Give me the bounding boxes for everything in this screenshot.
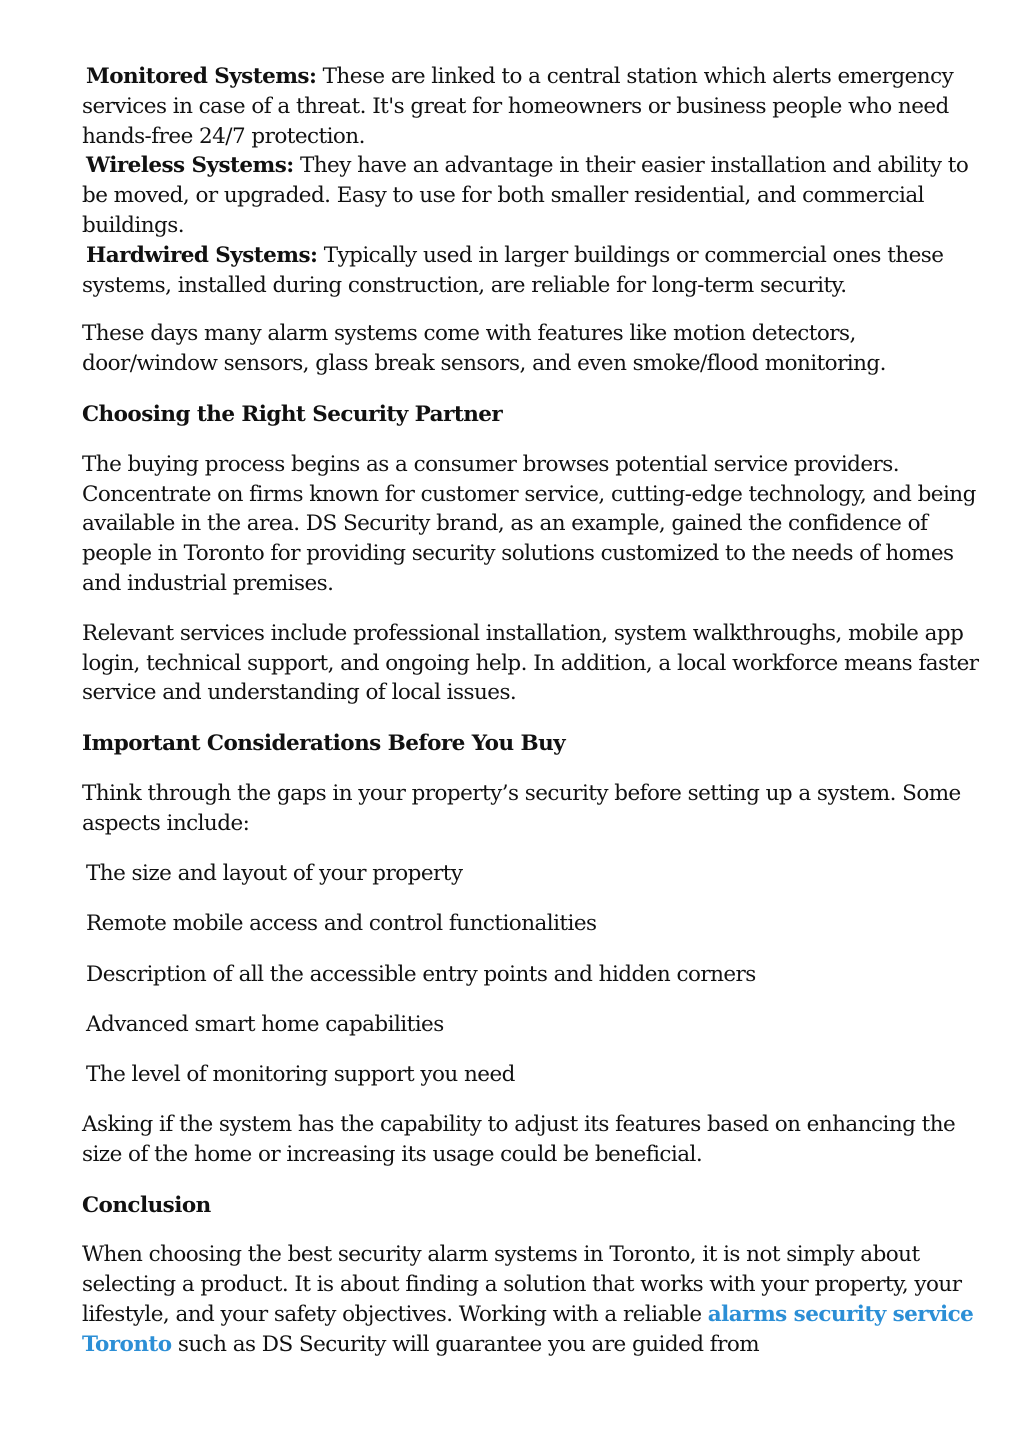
- alarms-security-service-link[interactable]: alarms security service Toronto: [82, 1302, 974, 1357]
- partner-paragraph-1: The buying process begins as a consumer browses potential service providers. Concentrate on firms known for customer service, cutting-edge technology, and being available in the area. DS Security brand, as an example, gained the confidence of people in Toronto for providing security solutions customized to the needs of homes and industrial premises.: [82, 451, 976, 596]
- system-type-description: They have an advantage in their easier installation and ability to be moved, or upgraded. Easy to use for both smaller residential, and commercial buildings.: [82, 153, 969, 238]
- system-type-term: Wireless Systems:: [86, 153, 294, 179]
- considerations-closing: Asking if the system has the capability to adjust its features based on enhancing the size of the home or increasing its usage could be beneficial.: [82, 1112, 956, 1167]
- system-type-monitored: [82, 62, 982, 151]
- system-type-term: Hardwired Systems:: [86, 242, 318, 268]
- consideration-item: Description of all the accessible entry points and hidden corners: [86, 961, 756, 987]
- heading-conclusion: Conclusion: [82, 1192, 211, 1218]
- document-page: [82, 62, 982, 1360]
- conclusion-paragraph: [82, 1240, 982, 1359]
- consideration-item: The level of monitoring support you need: [86, 1062, 515, 1088]
- consideration-item: The size and layout of your property: [86, 861, 463, 887]
- system-type-term: Monitored Systems:: [86, 64, 317, 89]
- system-type-description: These are linked to a central station which alerts emergency services in case of a threat. It's great for homeowners or business people who need hands-free 24/7 protection.: [82, 64, 954, 149]
- system-types-list: [82, 62, 982, 300]
- consideration-item: Remote mobile access and control functionalities: [86, 911, 597, 937]
- heading-considerations: Important Considerations Before You Buy: [82, 731, 566, 757]
- system-type-hardwired: [82, 241, 982, 301]
- partner-paragraph-2: Relevant services include professional installation, system walkthroughs, mobile app login, technical support, and ongoing help. In addition, a local workforce means faster service and understanding of local issues.: [82, 620, 979, 706]
- considerations-intro: Think through the gaps in your property’s security before setting up a system. Some aspects include:: [82, 780, 961, 836]
- system-type-description: Typically used in larger buildings or commercial ones these systems, installed during construction, are reliable for long-term security.: [82, 242, 944, 298]
- features-paragraph: These days many alarm systems come with features like motion detectors, door/window sensors, glass break sensors, and even smoke/flood monitoring.: [82, 321, 886, 377]
- system-type-wireless: [82, 151, 982, 240]
- conclusion-text-start: When choosing the best security alarm systems in Toronto, it is not simply about selecting a product. It is about finding a solution that works with your property, your lifestyle, and your safety objectives. Working with a reliable: [82, 1242, 962, 1327]
- consideration-item: Advanced smart home capabilities: [86, 1011, 444, 1037]
- conclusion-text-end: such as DS Security will guarantee you are guided from: [171, 1331, 760, 1357]
- heading-security-partner: Choosing the Right Security Partner: [82, 401, 503, 427]
